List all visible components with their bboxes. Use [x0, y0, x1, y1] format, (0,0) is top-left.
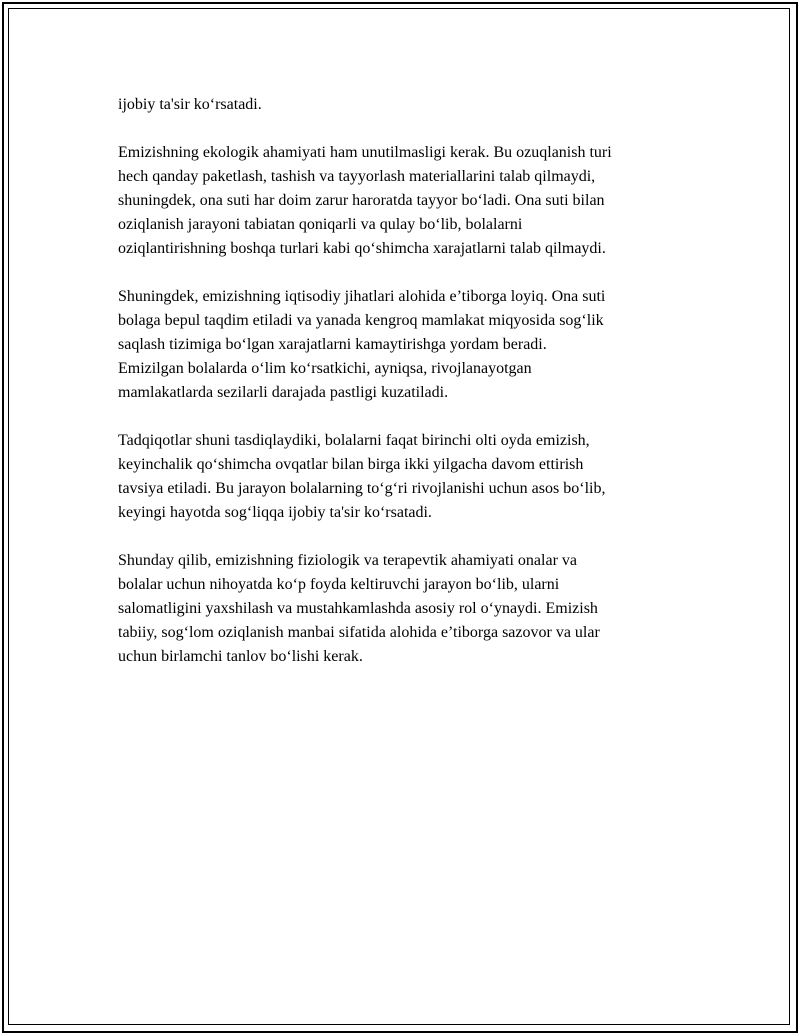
text-line: bolalar uchun nihoyatda ko‘p foyda keltiruvchi jarayon bo‘lib, ularni: [118, 576, 560, 593]
text-line: uchun birlamchi tanlov bo‘lishi kerak.: [118, 648, 363, 665]
text-line: hech qanday paketlash, tashish va tayyorlash materiallarini talab qilmaydi,: [118, 168, 596, 185]
text-line: shuningdek, ona suti har doim zarur haroratda tayyor bo‘ladi. Ona suti bilan: [118, 192, 605, 209]
paragraph-5: [118, 549, 698, 669]
paragraph-3: [118, 285, 698, 405]
text-line: keyinchalik qo‘shimcha ovqatlar bilan birga ikki yilgacha davom ettirish: [118, 456, 584, 473]
paragraph-2: [118, 141, 698, 261]
document-body: [118, 93, 698, 693]
text-line: Shuningdek, emizishning iqtisodiy jihatlari alohida e’tiborga loyiq. Ona suti: [118, 288, 606, 305]
text-line: tabiiy, sog‘lom oziqlanish manbai sifatida alohida e’tiborga sazovor va ular: [118, 624, 600, 641]
text-line: oziqlanish jarayoni tabiatan qoniqarli va qulay bo‘lib, bolalarni: [118, 216, 523, 233]
text-line: Emizilgan bolalarda o‘lim ko‘rsatkichi, ayniqsa, rivojlanayotgan: [118, 360, 532, 377]
paragraph-1: [118, 93, 698, 117]
text-line: keyingi hayotda sog‘liqqa ijobiy ta'sir ko‘rsatadi.: [118, 504, 432, 521]
text-line: Tadqiqotlar shuni tasdiqlaydiki, bolalarni faqat birinchi olti oyda emizish,: [118, 432, 590, 449]
text-line: bolaga bepul taqdim etiladi va yanada kengroq mamlakat miqyosida sog‘lik: [118, 312, 604, 329]
text-line: mamlakatlarda sezilarli darajada pastligi kuzatiladi.: [118, 384, 449, 401]
text-line: Emizishning ekologik ahamiyati ham unutilmasligi kerak. Bu ozuqlanish turi: [118, 144, 612, 161]
text-line: ijobiy ta'sir ko‘rsatadi.: [118, 96, 262, 113]
text-line: salomatligini yaxshilash va mustahkamlashda asosiy rol o‘ynaydi. Emizish: [118, 600, 598, 617]
text-line: oziqlantirishning boshqa turlari kabi qo‘shimcha xarajatlarni talab qilmaydi.: [118, 240, 606, 257]
text-line: Shunday qilib, emizishning fiziologik va terapevtik ahamiyati onalar va: [118, 552, 577, 569]
text-line: saqlash tizimiga bo‘lgan xarajatlarni kamaytirishga yordam beradi.: [118, 336, 547, 353]
paragraph-4: [118, 429, 698, 525]
text-line: tavsiya etiladi. Bu jarayon bolalarning to‘g‘ri rivojlanishi uchun asos bo‘lib,: [118, 480, 606, 497]
